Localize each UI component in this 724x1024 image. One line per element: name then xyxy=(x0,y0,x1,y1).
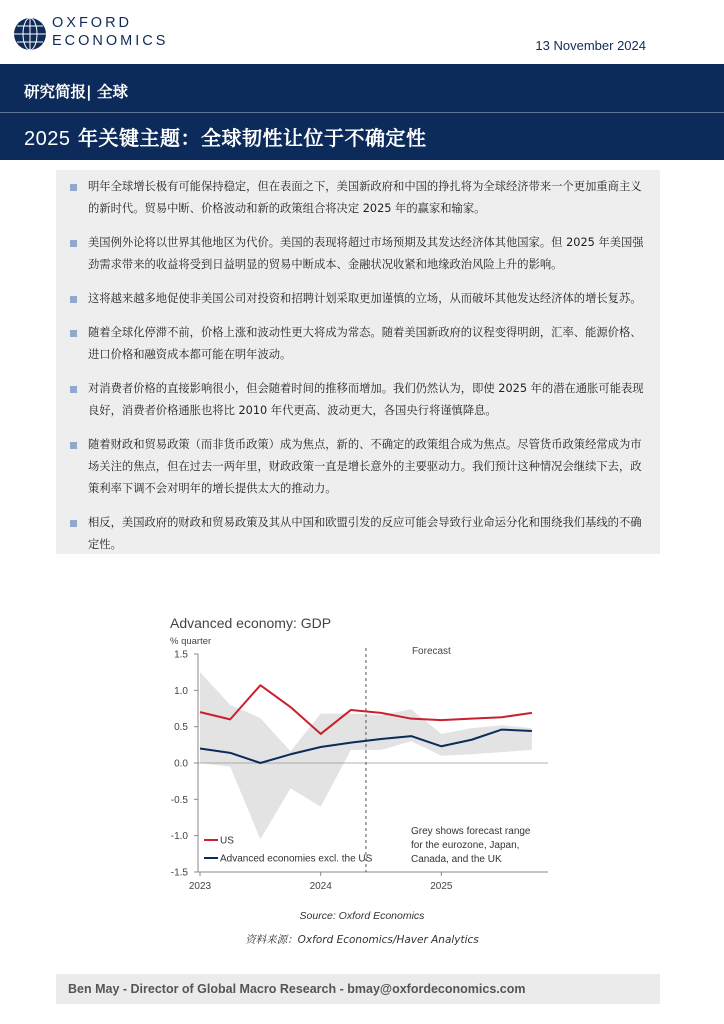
bullet-icon xyxy=(70,184,77,191)
key-point-text: 美国例外论将以世界其他地区为代价。美国的表现将超过市场预期及其发达经济体其他国家。但 2025 年美国强劲需求带来的收益将受到日益明显的贸易中断成本、金融状况收紧和地缘政治风险上升的影响。 xyxy=(88,236,644,271)
key-point xyxy=(70,288,646,310)
key-point-text: 明年全球增长极有可能保持稳定，但在表面之下，美国新政府和中国的挣扎将为全球经济带来一个更加重商主义的新时代。贸易中断、价格波动和新的政策组合将决定 2025 年的赢家和输家。 xyxy=(88,180,642,215)
y-tick-label: 1.5 xyxy=(174,649,188,661)
y-tick-label: 0.5 xyxy=(174,722,188,734)
key-point xyxy=(70,176,646,220)
chart-title: Advanced economy: GDP xyxy=(170,615,332,631)
bullet-icon xyxy=(70,442,77,449)
bullet-icon xyxy=(70,240,77,247)
logo-line1: OXFORD xyxy=(52,15,133,31)
key-point-text: 对消费者价格的直接影响很小，但会随着时间的推移而增加。我们仍然认为，即使 2025 年的潜在通胀可能表现良好，消费者价格通胀也将比 2010 年代更高、波动更大，各国央行将谨慎降息。 xyxy=(88,382,644,417)
bullet-icon xyxy=(70,296,77,303)
y-tick-label: -0.5 xyxy=(170,794,188,806)
globe-icon xyxy=(12,16,48,52)
oxford-economics-logo xyxy=(12,12,172,56)
y-tick-label: -1.5 xyxy=(170,867,188,879)
y-tick-label: 1.0 xyxy=(174,685,188,697)
legend-label: Advanced economies excl. the US xyxy=(220,853,373,865)
key-point xyxy=(70,322,646,366)
key-point xyxy=(70,434,646,500)
report-category: 研究简报| 全球 xyxy=(24,83,129,101)
chart-source-cn: 资料来源：Oxford Economics/Haver Analytics xyxy=(245,934,479,946)
report-date: 13 November 2024 xyxy=(535,38,646,53)
title-year: 2025 xyxy=(24,128,71,150)
bullet-icon xyxy=(70,386,77,393)
key-point xyxy=(70,378,646,422)
y-axis-label: % quarter xyxy=(170,636,212,647)
title-banner xyxy=(0,64,724,160)
report-title xyxy=(24,122,426,151)
key-points-box xyxy=(56,170,660,554)
x-tick-label: 2024 xyxy=(309,881,332,892)
x-tick-label: 2025 xyxy=(430,881,453,892)
legend-label: US xyxy=(220,835,234,847)
author-contact: Ben May - Director of Global Macro Research - bmay@oxfordeconomics.com xyxy=(68,982,526,996)
key-point-text: 相反，美国政府的财政和贸易政策及其从中国和欧盟引发的反应可能会导致行业命运分化和围绕我们基线的不确定性。 xyxy=(88,516,642,551)
y-tick-label: 0.0 xyxy=(174,758,188,770)
bullet-icon xyxy=(70,330,77,337)
key-point xyxy=(70,232,646,276)
key-point-text: 随着财政和贸易政策（而非货币政策）成为焦点，新的、不确定的政策组合成为焦点。尽管货币政策经常成为市场关注的焦点，但在过去一两年里，财政政策一直是增长意外的主要驱动力。我们预计这种情况会继续下去，政策利率下调不会对明年的增长提供太大的推动力。 xyxy=(88,438,642,495)
key-point-text: 这将越来越多地促使非美国公司对投资和招聘计划采取更加谨慎的立场，从而破坏其他发达经济体的增长复苏。 xyxy=(88,292,642,305)
chart-annotation: Canada, and the UK xyxy=(411,854,502,865)
chart-annotation: for the eurozone, Japan, xyxy=(411,840,520,851)
forecast-label: Forecast xyxy=(411,646,451,657)
gdp-chart-svg xyxy=(160,612,560,902)
x-tick-label: 2023 xyxy=(188,881,212,892)
gdp-chart xyxy=(160,612,560,902)
author-footer xyxy=(56,974,660,1004)
y-tick-label: -1.0 xyxy=(170,831,188,843)
banner-divider xyxy=(0,112,724,113)
chart-annotation: Grey shows forecast range xyxy=(411,826,531,837)
key-point xyxy=(70,512,646,556)
logo-line2: ECONOMICS xyxy=(52,33,169,49)
chart-source: Source: Oxford Economics xyxy=(299,910,425,922)
title-text: 年关键主题：全球韧性让位于不确定性 xyxy=(70,126,427,150)
bullet-icon xyxy=(70,520,77,527)
key-point-text: 随着全球化停滞不前，价格上涨和波动性更大将成为常态。随着美国新政府的议程变得明朗，汇率、能源价格、进口价格和融资成本都可能在明年波动。 xyxy=(88,326,642,361)
